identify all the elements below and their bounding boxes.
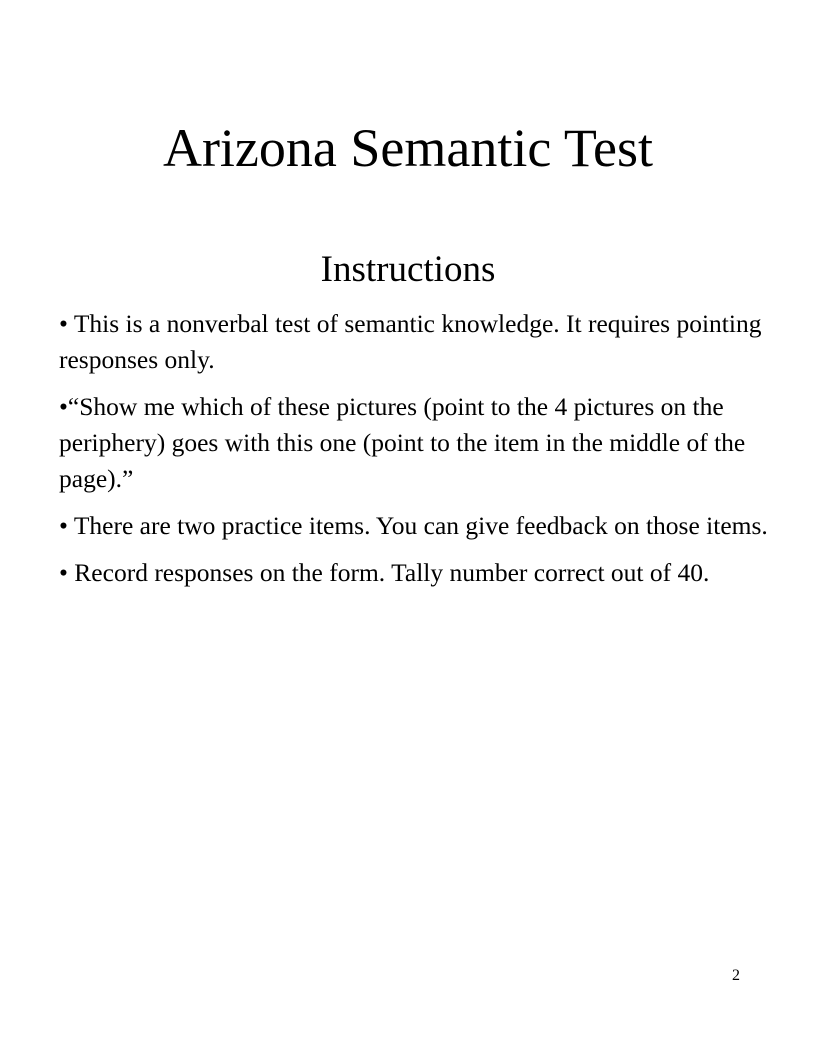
page-number: 2: [732, 967, 740, 984]
instruction-item: • There are two practice items. You can give feedback on those items.: [59, 511, 768, 540]
instruction-list: [59, 306, 769, 602]
section-heading: Instructions: [320, 249, 496, 290]
instruction-item: • This is a nonverbal test of semantic knowledge. It requires pointing responses only.: [59, 309, 762, 374]
page-title: Arizona Semantic Test: [162, 118, 654, 178]
instruction-item: • Record responses on the form. Tally number correct out of 40.: [59, 558, 710, 587]
instruction-item: •“Show me which of these pictures (point to the 4 pictures on the periphery) goes with this one (point to the item in the middle of the page).”: [59, 392, 746, 493]
